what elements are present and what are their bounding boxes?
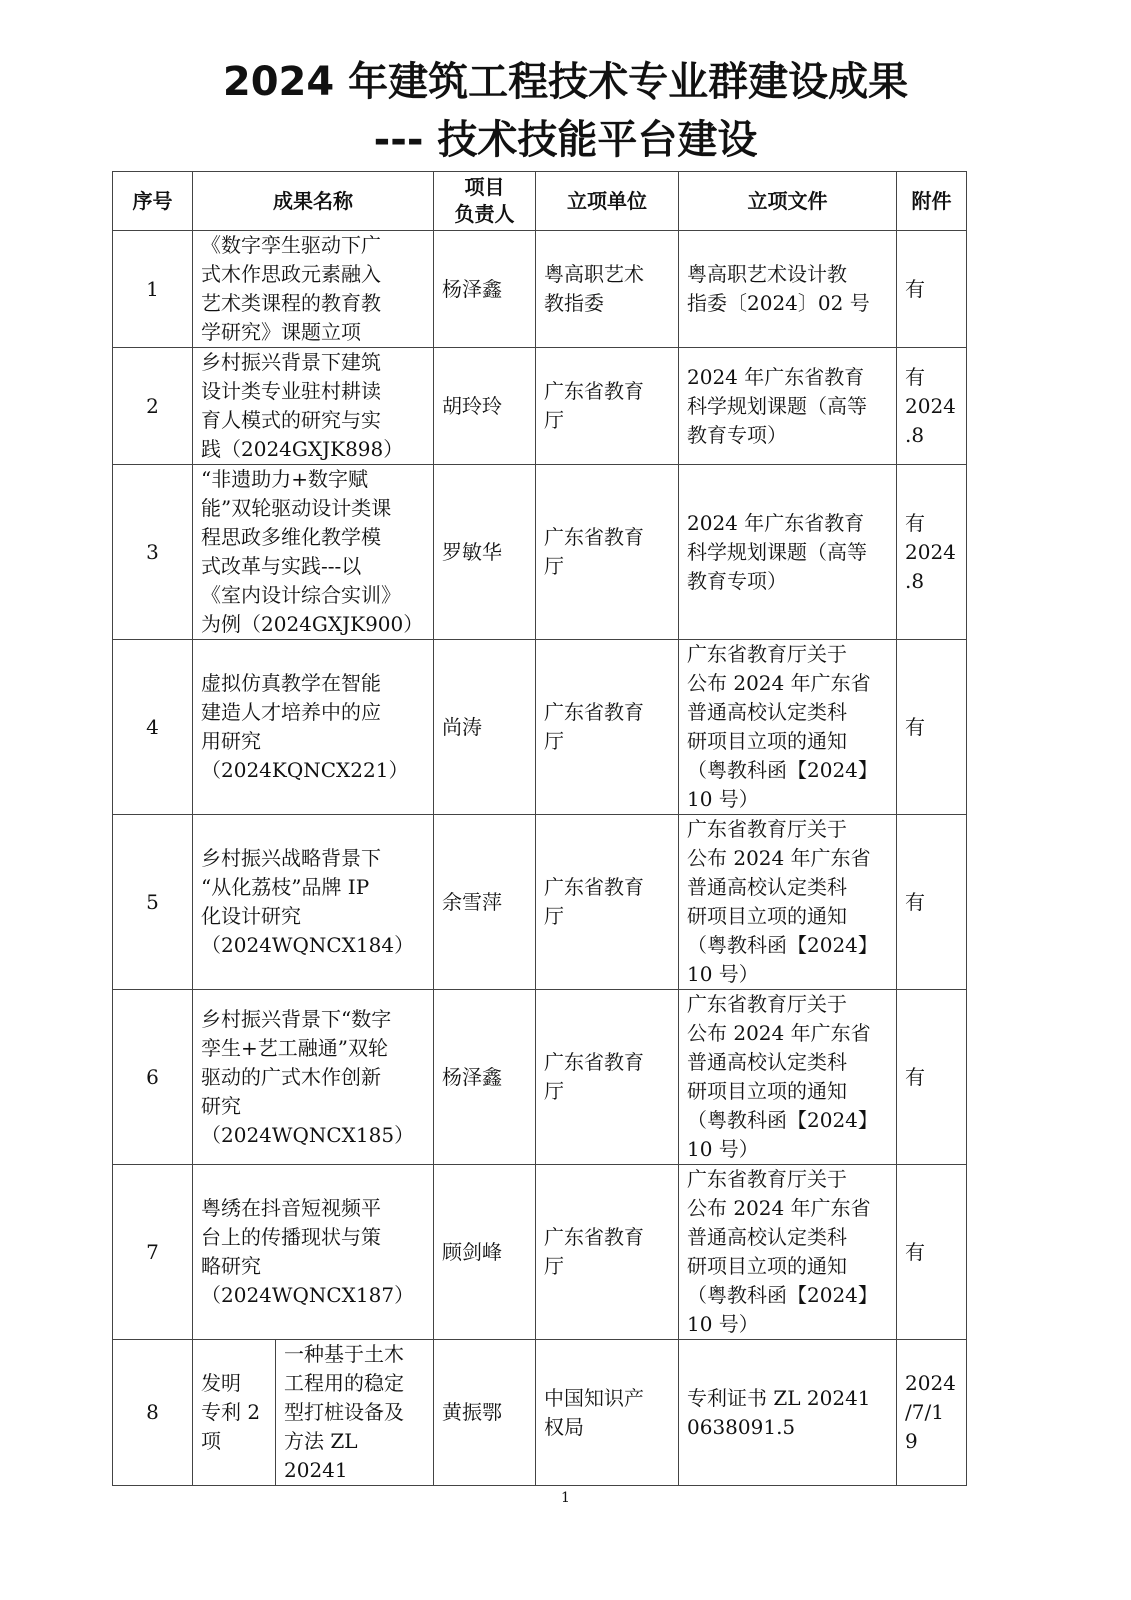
row-index: 5	[113, 815, 193, 990]
row-index: 4	[113, 640, 193, 815]
row-index: 2	[113, 348, 193, 465]
row-name: 一种基于土木 工程用的稳定 型打桩设备及 方法 ZL 20241	[276, 1340, 434, 1486]
row-name: 乡村振兴背景下建筑 设计类专业驻村耕读 育人模式的研究与实 践（2024GXJK898）	[193, 348, 434, 465]
header-unit: 立项单位	[536, 172, 679, 231]
row-index: 1	[113, 231, 193, 348]
row-leader: 黄振鄂	[434, 1340, 536, 1486]
table-row	[113, 1165, 967, 1340]
row-name: 粤绣在抖音短视频平 台上的传播现状与策 略研究 （2024WQNCX187）	[193, 1165, 434, 1340]
row-file: 专利证书 ZL 20241 0638091.5	[679, 1340, 897, 1486]
row-index: 3	[113, 465, 193, 640]
row-attachment: 有	[897, 1165, 967, 1340]
row-leader: 罗敏华	[434, 465, 536, 640]
header-name: 成果名称	[193, 172, 434, 231]
row-name: 乡村振兴战略背景下 “从化荔枝”品牌 IP 化设计研究 （2024WQNCX184）	[193, 815, 434, 990]
row-leader: 杨泽鑫	[434, 231, 536, 348]
row-attachment: 有	[897, 640, 967, 815]
page-title: 2024 年建筑工程技术专业群建设成果	[222, 59, 909, 105]
table-header-row	[113, 172, 967, 231]
row-index: 8	[113, 1340, 193, 1486]
row-leader: 胡玲玲	[434, 348, 536, 465]
row-attachment: 有	[897, 990, 967, 1165]
table-row	[113, 990, 967, 1165]
row-name: 虚拟仿真教学在智能 建造人才培养中的应 用研究 （2024KQNCX221）	[193, 640, 434, 815]
row-unit: 广东省教育 厅	[536, 815, 679, 990]
page-number: 1	[561, 1490, 570, 1506]
table-row	[113, 1340, 967, 1486]
header-leader: 项目 负责人	[434, 172, 536, 231]
row-attachment: 2024 /7/1 9	[897, 1340, 967, 1486]
header-file: 立项文件	[679, 172, 897, 231]
row-file: 广东省教育厅关于 公布 2024 年广东省 普通高校认定类科 研项目立项的通知 （粤教科函【2024】 10 号）	[679, 815, 897, 990]
row-name: 《数字孪生驱动下广 式木作思政元素融入 艺术类课程的教育教 学研究》课题立项	[193, 231, 434, 348]
row-file: 广东省教育厅关于 公布 2024 年广东省 普通高校认定类科 研项目立项的通知 （粤教科函【2024】 10 号）	[679, 640, 897, 815]
header-attachment: 附件	[897, 172, 967, 231]
row-unit: 广东省教育 厅	[536, 465, 679, 640]
row-index: 7	[113, 1165, 193, 1340]
row-unit: 中国知识产 权局	[536, 1340, 679, 1486]
row-name: “非遗助力+数字赋 能”双轮驱动设计类课 程思政多维化教学模 式改革与实践---以 《室内设计综合实训》 为例（2024GXJK900）	[193, 465, 434, 640]
row-unit: 广东省教育 厅	[536, 1165, 679, 1340]
row-file: 2024 年广东省教育 科学规划课题（高等 教育专项）	[679, 348, 897, 465]
row-attachment: 有	[897, 815, 967, 990]
row-unit: 广东省教育 厅	[536, 640, 679, 815]
achievements-table	[112, 171, 967, 1486]
row-index: 6	[113, 990, 193, 1165]
header-index: 序号	[113, 172, 193, 231]
table-row	[113, 348, 967, 465]
row-unit: 粤高职艺术 教指委	[536, 231, 679, 348]
page-subtitle: --- 技术技能平台建设	[373, 117, 758, 163]
row-unit: 广东省教育 厅	[536, 348, 679, 465]
table-row	[113, 815, 967, 990]
row-file: 广东省教育厅关于 公布 2024 年广东省 普通高校认定类科 研项目立项的通知 （粤教科函【2024】 10 号）	[679, 990, 897, 1165]
row-attachment: 有 2024 .8	[897, 465, 967, 640]
table-row	[113, 231, 967, 348]
row-attachment: 有 2024 .8	[897, 348, 967, 465]
row-leader: 顾剑峰	[434, 1165, 536, 1340]
row-name: 乡村振兴背景下“数字 孪生+艺工融通”双轮 驱动的广式木作创新 研究（2024WQNCX185）	[193, 990, 434, 1165]
row-leader: 杨泽鑫	[434, 990, 536, 1165]
table-row	[113, 465, 967, 640]
row-category: 发明 专利 2 项	[193, 1340, 276, 1486]
row-attachment: 有	[897, 231, 967, 348]
row-file: 2024 年广东省教育 科学规划课题（高等 教育专项）	[679, 465, 897, 640]
row-file: 粤高职艺术设计教 指委〔2024〕02 号	[679, 231, 897, 348]
row-file: 广东省教育厅关于 公布 2024 年广东省 普通高校认定类科 研项目立项的通知 （粤教科函【2024】 10 号）	[679, 1165, 897, 1340]
row-unit: 广东省教育 厅	[536, 990, 679, 1165]
table-row	[113, 640, 967, 815]
row-leader: 余雪萍	[434, 815, 536, 990]
row-leader: 尚涛	[434, 640, 536, 815]
